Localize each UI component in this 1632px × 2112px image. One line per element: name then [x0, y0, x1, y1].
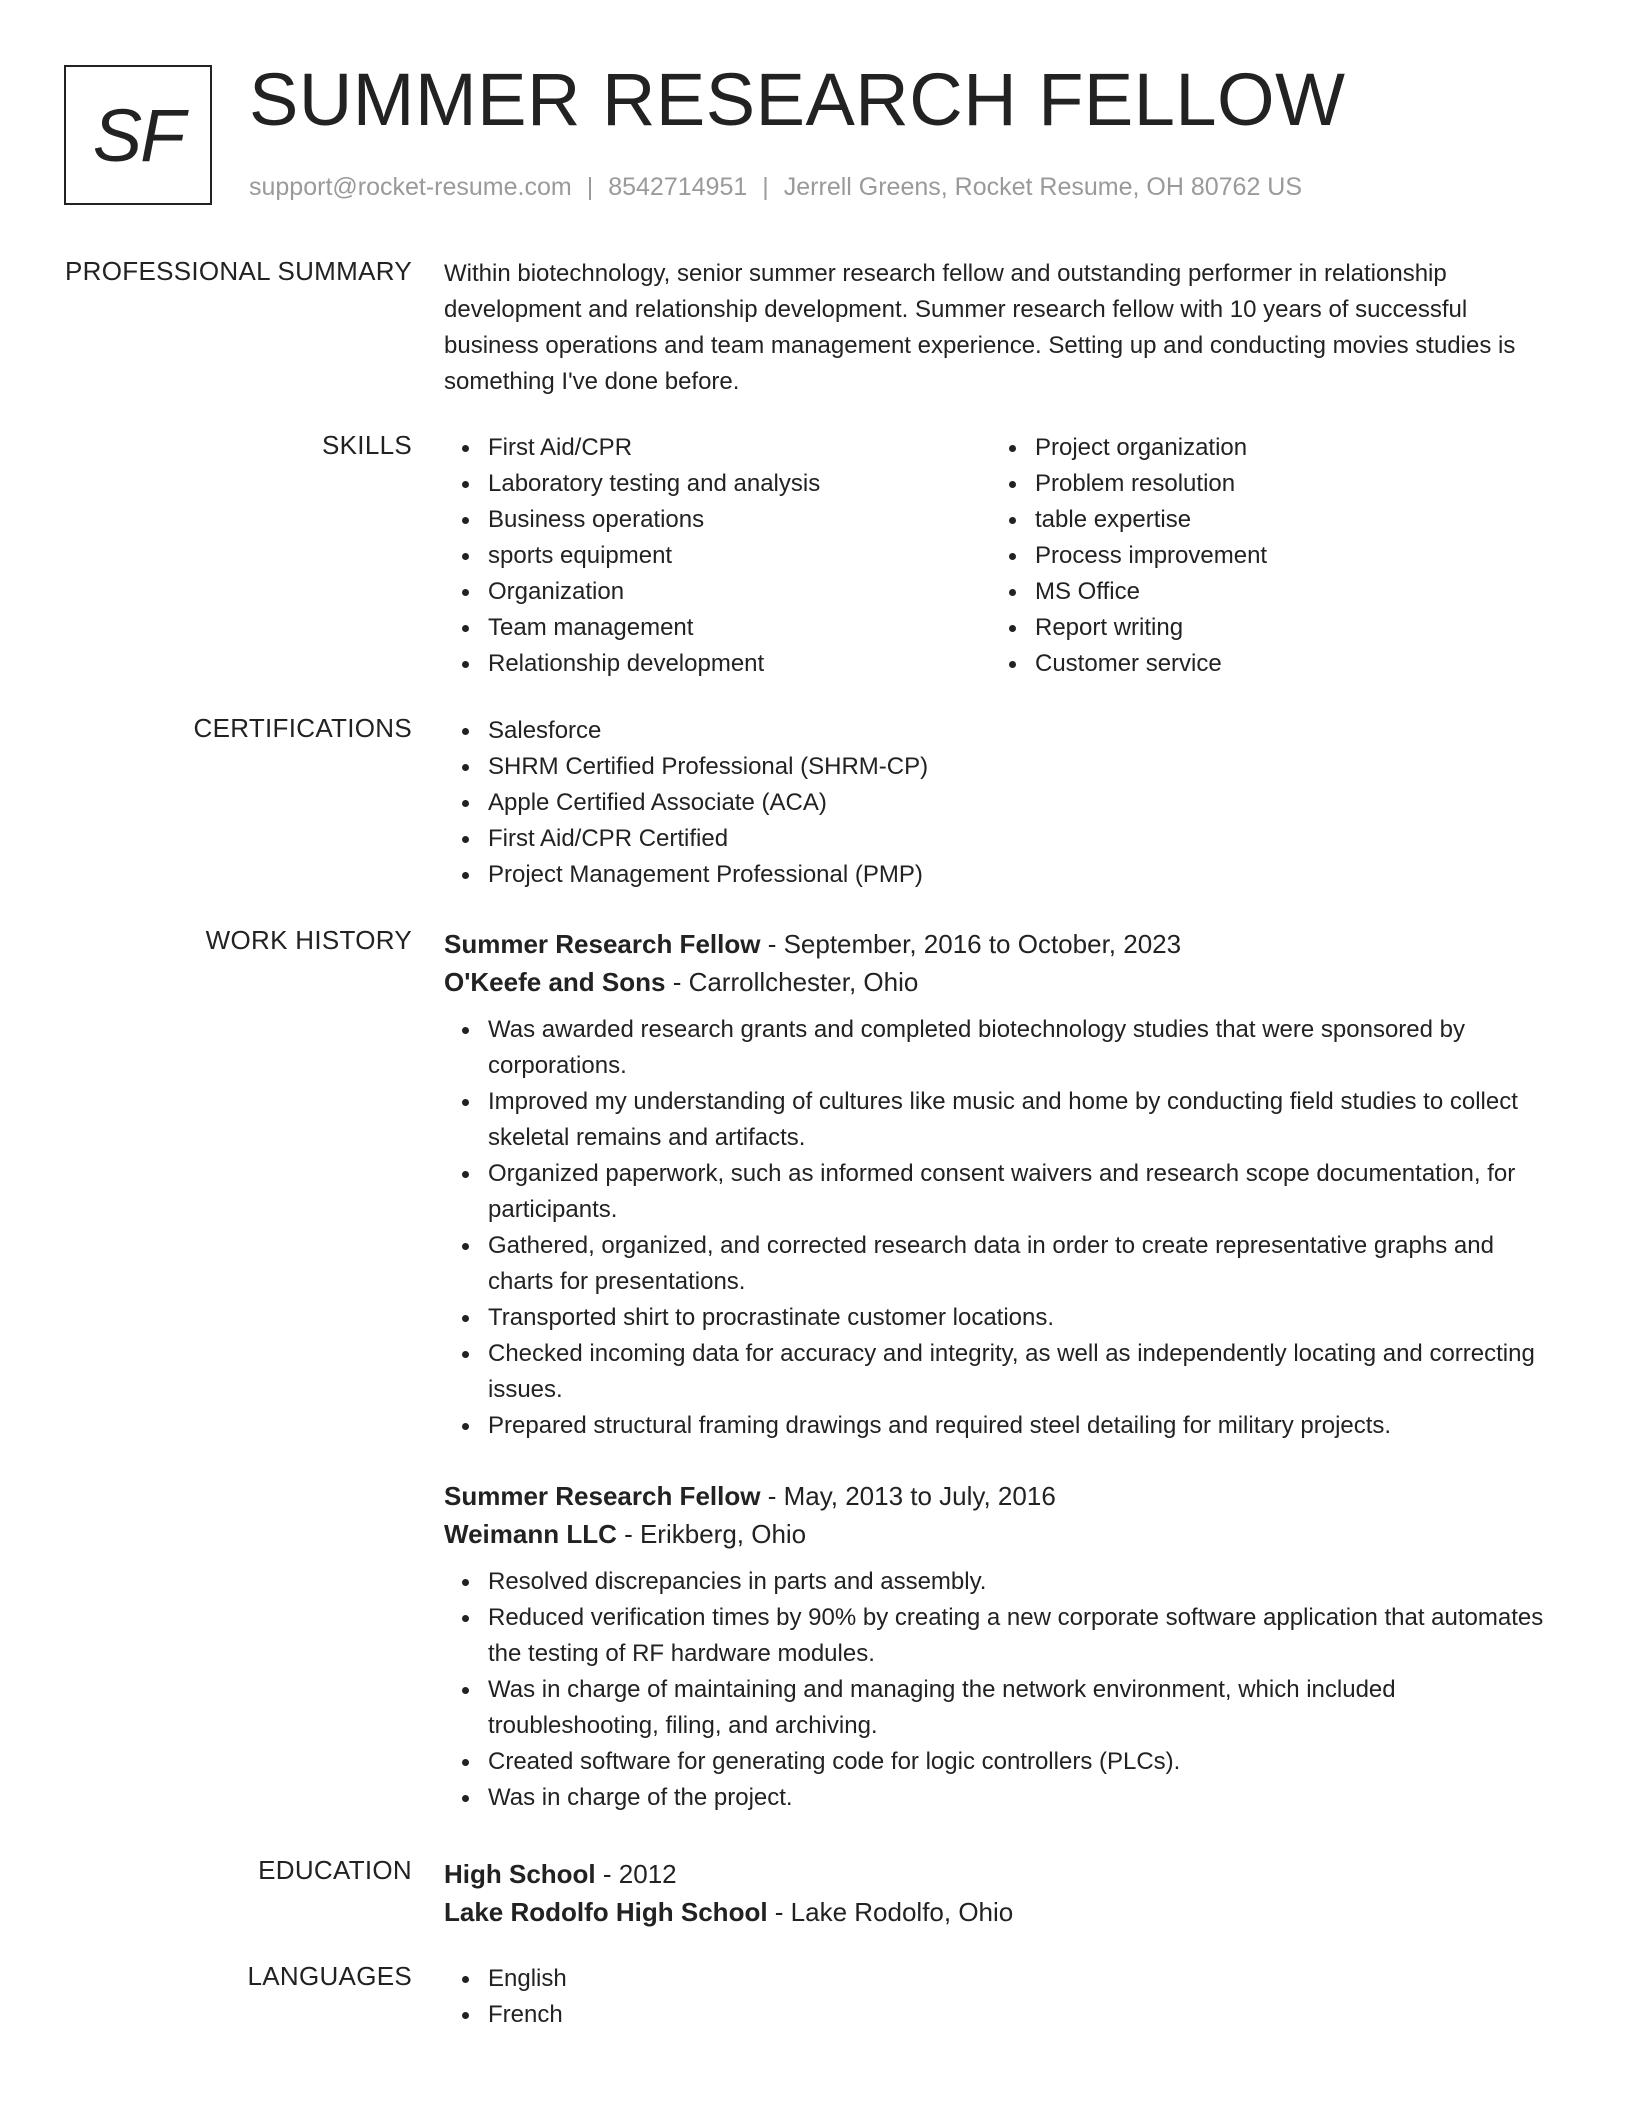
- skills-column-left: [444, 430, 991, 682]
- job-title-line: [444, 1477, 1559, 1515]
- work-history-body: [444, 925, 1559, 1816]
- job-bullet: Gathered, organized, and corrected research data in order to create representative graphs and charts for presentations.: [488, 1228, 1559, 1300]
- job-bullet: Created software for generating code for logic controllers (PLCs).: [488, 1744, 1559, 1780]
- job-dates: - September, 2016 to October, 2023: [760, 929, 1182, 959]
- school-line: [444, 1893, 1559, 1931]
- resume-header: [64, 58, 1564, 210]
- certifications-list: [444, 713, 1559, 893]
- school-location: - Lake Rodolfo, Ohio: [767, 1897, 1014, 1927]
- certifications-title: CERTIFICATIONS: [193, 713, 412, 743]
- languages-body: [444, 1961, 1559, 2033]
- education-title: EDUCATION: [258, 1855, 412, 1885]
- skills-body: [444, 430, 1559, 682]
- certification-item: Salesforce: [488, 713, 1559, 749]
- certifications-body: [444, 713, 1559, 893]
- skills-list-left: [444, 430, 991, 682]
- skill-item: table expertise: [1035, 502, 1538, 538]
- job-dates: - May, 2013 to July, 2016: [760, 1481, 1056, 1511]
- certification-item: SHRM Certified Professional (SHRM-CP): [488, 749, 1559, 785]
- skills-column-right: [991, 430, 1538, 682]
- skill-item: Problem resolution: [1035, 466, 1538, 502]
- language-item: French: [488, 1997, 1559, 2033]
- language-item: English: [488, 1961, 1559, 1997]
- skill-item: Relationship development: [488, 646, 991, 682]
- languages-title: LANGUAGES: [247, 1961, 412, 1991]
- job-bullet: Organized paperwork, such as informed consent waivers and research scope documentation, for participants.: [488, 1156, 1559, 1228]
- summary-text: Within biotechnology, senior summer research fellow and outstanding performer in relationship development and relationship development. Summer research fellow with 10 years of successful business operations and team management experience. Setting up and conducting movies studies is something I've done before.: [444, 260, 1516, 395]
- contact-address: Jerrell Greens, Rocket Resume, OH 80762 US: [783, 173, 1303, 201]
- summary-title: PROFESSIONAL SUMMARY: [65, 256, 412, 286]
- job-title-line: [444, 925, 1559, 963]
- job-bullet: Was in charge of maintaining and managing the network environment, which included troubleshooting, filing, and archiving.: [488, 1672, 1559, 1744]
- job-bullet: Transported shirt to procrastinate customer locations.: [488, 1300, 1559, 1336]
- school-name: Lake Rodolfo High School: [444, 1897, 768, 1927]
- monogram-logo: [64, 65, 212, 205]
- company-line: [444, 1515, 1559, 1553]
- skill-item: Process improvement: [1035, 538, 1538, 574]
- contact-separator: |: [762, 173, 769, 201]
- job-role: Summer Research Fellow: [444, 929, 761, 959]
- job-bullet: Improved my understanding of cultures like music and home by conducting field studies to collect skeletal remains and artifacts.: [488, 1084, 1559, 1156]
- degree-line: [444, 1855, 1559, 1893]
- skill-item: Business operations: [488, 502, 991, 538]
- certification-item: Project Management Professional (PMP): [488, 857, 1559, 893]
- job-bullet-list: [444, 1564, 1559, 1816]
- contact-phone: 8542714951: [608, 173, 748, 201]
- job-bullet: Checked incoming data for accuracy and integrity, as well as independently locating and correcting issues.: [488, 1336, 1559, 1408]
- job-entry: [444, 1477, 1559, 1816]
- page-title: SUMMER RESEARCH FELLOW: [249, 58, 1346, 141]
- job-entry: [444, 925, 1559, 1444]
- skill-item: Customer service: [1035, 646, 1538, 682]
- job-bullet: Resolved discrepancies in parts and assembly.: [488, 1564, 1559, 1600]
- job-bullet: Was in charge of the project.: [488, 1780, 1559, 1816]
- job-role: Summer Research Fellow: [444, 1481, 761, 1511]
- company-location: - Carrollchester, Ohio: [665, 967, 919, 997]
- company-location: - Erikberg, Ohio: [616, 1519, 807, 1549]
- skill-item: First Aid/CPR: [488, 430, 991, 466]
- skill-item: Organization: [488, 574, 991, 610]
- languages-list: [444, 1961, 1559, 2033]
- skill-item: Team management: [488, 610, 991, 646]
- contact-separator: |: [586, 173, 594, 201]
- company-line: [444, 963, 1559, 1001]
- contact-line: [249, 173, 1302, 202]
- skill-item: Report writing: [1035, 610, 1538, 646]
- degree-name: High School: [444, 1859, 596, 1889]
- education-body: [444, 1855, 1559, 1942]
- degree-year: - 2012: [595, 1859, 677, 1889]
- monogram-initials: SF: [92, 93, 184, 177]
- skills-title: SKILLS: [322, 430, 412, 460]
- certification-item: Apple Certified Associate (ACA): [488, 785, 1559, 821]
- company-name: O'Keefe and Sons: [444, 967, 666, 997]
- contact-email: support@rocket-resume.com: [249, 173, 572, 201]
- certification-item: First Aid/CPR Certified: [488, 821, 1559, 857]
- summary-body: [444, 256, 1559, 400]
- skill-item: Project organization: [1035, 430, 1538, 466]
- skill-item: sports equipment: [488, 538, 991, 574]
- skill-item: Laboratory testing and analysis: [488, 466, 991, 502]
- job-bullet: Reduced verification times by 90% by creating a new corporate software application that automates the testing of RF hardware modules.: [488, 1600, 1559, 1672]
- job-bullet: Was awarded research grants and completed biotechnology studies that were sponsored by corporations.: [488, 1012, 1559, 1084]
- company-name: Weimann LLC: [444, 1519, 617, 1549]
- job-bullet: Prepared structural framing drawings and required steel detailing for military projects.: [488, 1408, 1559, 1444]
- skills-list-right: [991, 430, 1538, 682]
- skill-item: MS Office: [1035, 574, 1538, 610]
- work-history-title: WORK HISTORY: [205, 925, 412, 955]
- job-bullet-list: [444, 1012, 1559, 1444]
